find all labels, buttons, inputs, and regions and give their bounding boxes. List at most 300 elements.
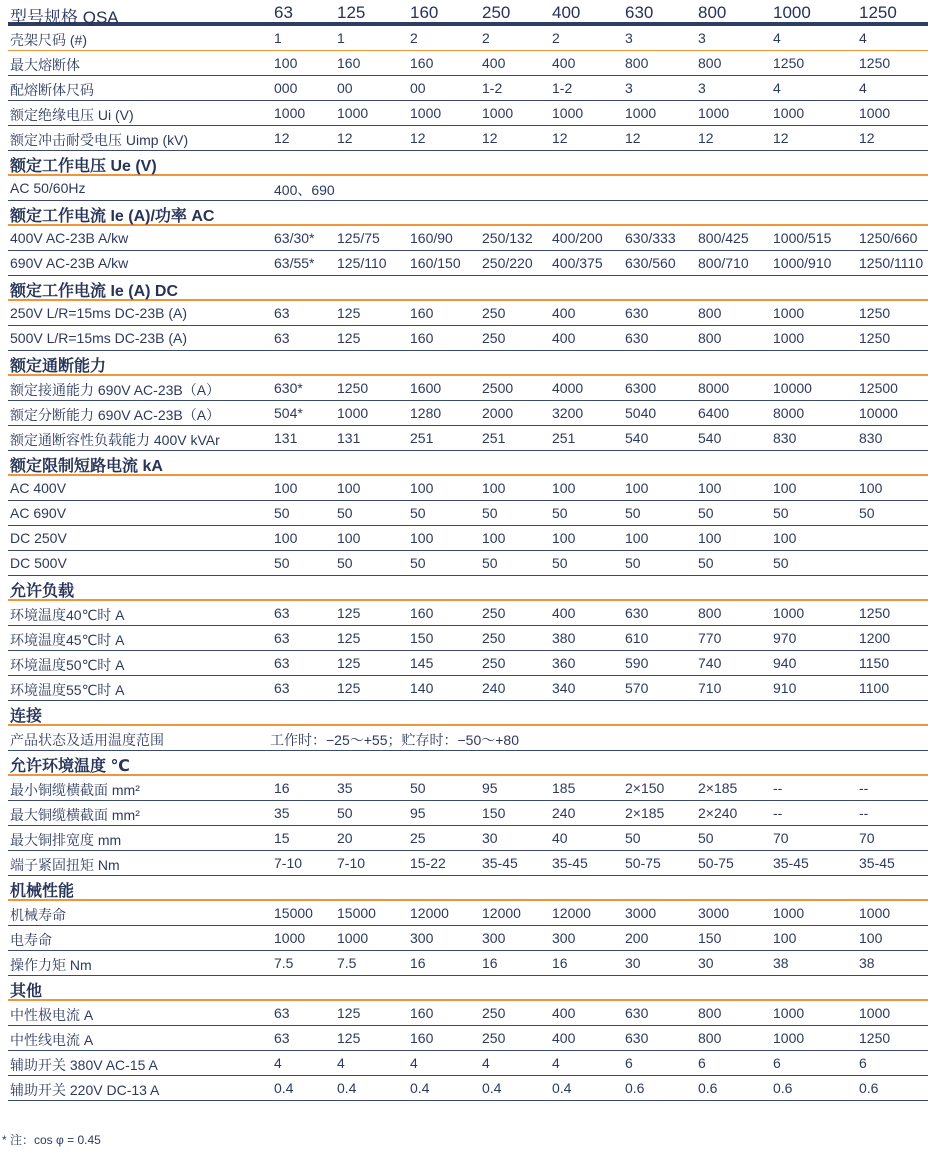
table-cell: 4 [482,1055,490,1071]
table-cell: 630 [625,330,649,346]
table-cell: 250 [482,605,506,621]
table-cell: 50 [625,505,641,521]
table-cell: 50 [552,505,568,521]
row-label: 额定冲击耐受电压 Uimp (kV) [10,132,189,148]
table-cell: 1250 [859,55,891,71]
header-cell: 250 [482,3,511,22]
table-row [8,401,928,426]
table-cell: 630 [625,1030,649,1046]
table-cell: 125 [337,1005,361,1021]
table-cell: 0.4 [482,1080,502,1096]
table-cell: 63 [274,305,290,321]
header-cell: 125 [337,3,366,22]
table-cell: 100 [337,480,361,496]
table-cell: 20 [337,830,353,846]
table-cell: 150 [410,630,434,646]
table-cell: 0.6 [859,1080,879,1096]
table-cell: 35-45 [773,855,809,871]
row-label: 环境温度40℃时 A [10,607,125,623]
table-cell: 50 [698,830,714,846]
table-cell: 800 [698,605,722,621]
table-cell: 35-45 [482,855,518,871]
footnote: * 注：cos φ = 0.45 [2,1133,101,1147]
header-cell: 400 [552,3,581,22]
table-cell: 16 [482,955,498,971]
table-cell: 63 [274,330,290,346]
header-cell: 800 [698,3,727,22]
table-cell: 16 [274,780,290,796]
table-cell: 630/560 [625,255,676,271]
table-cell: 400 [552,305,576,321]
table-cell: 160 [337,55,361,71]
table-cell: 12000 [552,905,591,921]
table-cell: 0.4 [410,1080,430,1096]
table-cell: 160 [410,605,434,621]
table-cell: 830 [859,430,883,446]
table-cell: 35-45 [859,855,895,871]
table-cell: 3 [698,30,706,46]
row-label: 辅助开关 380V AC-15 A [10,1057,158,1073]
table-cell: 100 [410,530,434,546]
table-cell: 540 [625,430,649,446]
table-cell: 12 [625,130,641,146]
table-cell: -- [859,805,869,821]
table-cell: 1150 [859,655,890,671]
table-cell: 380 [552,630,576,646]
table-cell: 63/55* [274,255,315,271]
table-cell: 3000 [698,905,730,921]
table-cell: 740 [698,655,722,671]
table-row [8,426,928,451]
table-row [8,1026,928,1051]
table-cell: 800 [698,1005,722,1021]
table-cell: 1000 [773,1030,805,1046]
table-cell: 1000 [859,105,891,121]
table-cell: 63/30* [274,230,315,246]
table-cell: 2000 [482,405,514,421]
table-cell: 6 [625,1055,633,1071]
table-cell: 830 [773,430,797,446]
table-cell: 140 [410,680,434,696]
table-cell: 12000 [482,905,521,921]
table-cell: 100 [482,480,506,496]
table-row [8,551,928,576]
table-cell: 4 [552,1055,560,1071]
table-cell: 2500 [482,380,514,396]
header-cell: 630 [625,3,654,22]
row-label: 最大熔断体 [10,57,80,73]
table-cell: 15-22 [410,855,446,871]
table-cell: 2 [552,30,560,46]
header-cell: 63 [274,3,293,22]
table-cell: 800/710 [698,255,749,271]
table-cell: 1000 [337,105,369,121]
table-cell: 10000 [773,380,812,396]
table-cell: 300 [482,930,506,946]
table-row [8,601,928,626]
table-cell: 3 [698,80,706,96]
table-cell: 12 [410,130,426,146]
table-cell: 125 [337,605,361,621]
table-cell: -- [859,780,869,796]
table-cell: 35-45 [552,855,588,871]
table-cell: 1000 [859,1005,891,1021]
table-cell: 12 [698,130,714,146]
table-cell: 630* [274,380,303,396]
table-cell: 1000 [337,405,369,421]
table-cell: 100 [625,480,649,496]
table-cell: 63 [274,655,290,671]
table-cell: 100 [274,55,298,71]
table-cell: 300 [552,930,576,946]
section-title: 额定工作电流 Ie (A)/功率 AC [10,208,215,225]
row-label: 500V L/R=15ms DC-23B (A) [10,330,188,346]
table-row [8,101,928,126]
table-cell: 63 [274,605,290,621]
table-row [8,1001,928,1026]
table-cell: 35 [274,805,290,821]
table-cell: 50 [337,805,353,821]
table-cell: 251 [552,430,576,446]
table-cell: 504* [274,405,303,421]
table-cell: 125 [337,655,361,671]
table-row [8,251,928,276]
table-row [8,476,928,501]
table-cell: 610 [625,630,649,646]
section-header-row [8,276,928,301]
table-cell: 4 [274,1055,282,1071]
table-cell: 800 [698,1030,722,1046]
section-title: 机械性能 [10,883,75,900]
table-cell: 770 [698,630,722,646]
table-cell: 100 [773,480,797,496]
row-label: 最大铜缆横截面 mm² [10,807,140,823]
table-cell: 1000 [625,105,657,121]
table-cell: 1250 [859,330,891,346]
table-cell: 185 [552,780,576,796]
section-title: 连接 [10,708,43,725]
table-cell: 50 [625,830,641,846]
row-label: 配熔断体尺码 [10,82,94,98]
table-cell: 100 [859,930,883,946]
table-cell: 800 [625,55,649,71]
table-cell: 800 [698,330,722,346]
table-cell: 100 [698,480,722,496]
table-cell: 1250/660 [859,230,918,246]
table-cell: 12 [337,130,353,146]
table-cell: 300 [410,930,434,946]
row-label: AC 50/60Hz [10,180,86,196]
table-cell: 1250 [337,380,369,396]
table-cell: 400 [552,330,576,346]
table-cell: 400 [552,55,576,71]
table-cell: 1250/1110 [859,255,924,271]
table-cell: 131 [274,430,298,446]
table-cell: 2 [482,30,490,46]
table-cell: 2×150 [625,780,665,796]
table-cell: 630 [625,305,649,321]
table-cell: 125 [337,305,361,321]
table-cell: 1-2 [552,80,573,96]
row-label: 最小铜缆横截面 mm² [10,782,140,798]
table-cell: 7-10 [337,855,366,871]
table-row [8,526,928,551]
table-cell: 100 [274,480,298,496]
table-cell: 0.4 [337,1080,357,1096]
table-cell: 100 [410,480,434,496]
table-row [8,1076,928,1101]
table-cell: 1000 [773,905,805,921]
table-row [8,1051,928,1076]
table-cell: 400 [552,1030,576,1046]
table-row [8,726,928,751]
table-cell: 1000 [773,605,805,621]
table-row [8,501,928,526]
table-row [8,826,928,851]
section-header-row [8,451,928,476]
table-cell: 131 [337,430,361,446]
table-cell: 1000 [698,105,730,121]
row-label: 电寿命 [10,932,52,948]
table-cell: 7.5 [274,955,294,971]
table-cell: 125 [337,1030,361,1046]
table-cell: 0.6 [773,1080,793,1096]
table-cell: 0.6 [698,1080,718,1096]
table-cell: 250 [482,330,506,346]
table-cell: 160 [410,330,434,346]
table-cell: 30 [698,955,714,971]
table-header-row [8,0,928,26]
table-cell: 100 [337,530,361,546]
table-row [8,326,928,351]
table-cell: 1000 [773,330,805,346]
table-cell: 1 [274,30,282,46]
table-cell: 800 [698,305,722,321]
table-cell: 1250 [773,55,805,71]
section-title: 额定通断能力 [10,358,107,375]
table-cell: 10000 [859,405,898,421]
table-cell: 50 [482,555,498,571]
table-cell: 4000 [552,380,584,396]
table-cell: 15 [274,830,290,846]
table-cell: 50 [274,505,290,521]
section-title: 允许环境温度 ℃ [10,758,130,775]
table-cell: 6 [698,1055,706,1071]
row-label: 环境温度50℃时 A [10,657,125,673]
section-title: 允许负载 [10,583,75,600]
row-label: DC 250V [10,530,67,546]
table-cell: 50 [337,505,353,521]
table-cell: 1000 [410,105,442,121]
table-cell: 400/200 [552,230,603,246]
table-row [8,801,928,826]
table-cell: 12 [482,130,498,146]
row-label: 操作力矩 Nm [10,957,92,973]
table-cell: 63 [274,1030,290,1046]
table-cell: 125 [337,330,361,346]
row-label: 辅助开关 220V DC-13 A [10,1082,160,1098]
section-header-row [8,201,928,226]
table-cell: 1200 [859,630,891,646]
table-cell: 160 [410,1030,434,1046]
table-cell: 4 [859,30,867,46]
table-row [8,626,928,651]
table-cell: 6 [859,1055,867,1071]
table-cell: 15000 [274,905,313,921]
row-label: DC 500V [10,555,67,571]
table-cell: 16 [410,955,426,971]
table-cell: 400 [552,605,576,621]
table-cell: 3 [625,80,633,96]
section-title: 额定工作电流 Ie (A) DC [10,283,179,300]
table-row [8,226,928,251]
table-cell: 200 [625,930,649,946]
table-row [8,176,928,201]
table-cell: 910 [773,680,797,696]
table-cell: 251 [482,430,506,446]
table-cell: 50 [410,780,426,796]
table-cell: 360 [552,655,576,671]
table-cell: 0.4 [552,1080,572,1096]
table-cell: 160 [410,305,434,321]
table-cell: 2×240 [698,805,738,821]
table-cell: 50 [410,505,426,521]
table-cell: 0.4 [274,1080,294,1096]
table-cell: 4 [410,1055,418,1071]
table-cell: 70 [773,830,789,846]
table-cell: 2×185 [698,780,738,796]
table-cell: 1000 [482,105,514,121]
table-cell: 95 [482,780,498,796]
table-row [8,651,928,676]
table-cell: 150 [698,930,722,946]
table-cell: 63 [274,630,290,646]
table-cell: 570 [625,680,649,696]
row-label: 环境温度45℃时 A [10,632,125,648]
section-header-row [8,876,928,901]
table-row [8,301,928,326]
table-cell: 7.5 [337,955,357,971]
table-cell: -- [773,780,783,796]
row-label: AC 400V [10,480,67,496]
table-row [8,951,928,976]
table-row [8,851,928,876]
table-cell: 100 [773,530,797,546]
row-label: 额定绝缘电压 Ui (V) [10,107,134,123]
row-label: 额定接通能力 690V AC-23B（A） [10,382,221,398]
table-cell: 50 [552,555,568,571]
table-row [8,76,928,101]
table-cell: 2×185 [625,805,665,821]
table-cell-wide: 400、690 [274,182,335,198]
row-label: 690V AC-23B A/kw [10,255,129,271]
table-cell: 970 [773,630,797,646]
table-cell-wide: 工作时：−25～+55；贮存时：−50～+80 [270,732,519,748]
row-label: 环境温度55℃时 A [10,682,125,698]
table-cell: 12500 [859,380,898,396]
table-cell: 710 [698,680,722,696]
table-cell: 2 [410,30,418,46]
table-cell: 12 [552,130,568,146]
table-cell: 251 [410,430,434,446]
section-title: 额定工作电压 Ue (V) [10,158,157,175]
table-cell: 50 [773,505,789,521]
table-cell: 12 [274,130,290,146]
table-cell: 3 [625,30,633,46]
table-row [8,126,928,151]
table-cell: 5040 [625,405,657,421]
table-cell: 8000 [773,405,805,421]
table-cell: 1000/515 [773,230,832,246]
table-cell: 8000 [698,380,730,396]
table-cell: 100 [698,530,722,546]
table-cell: 1000 [274,930,306,946]
row-label: 机械寿命 [10,907,66,923]
table-cell: 63 [274,680,290,696]
table-cell: 1000 [859,905,891,921]
table-cell: 1600 [410,380,442,396]
header-cell: 160 [410,3,439,22]
table-cell: 1250 [859,605,891,621]
table-cell: 6300 [625,380,657,396]
table-cell: 125 [337,630,361,646]
table-cell: 50 [410,555,426,571]
table-cell: 7-10 [274,855,303,871]
table-cell: 160/150 [410,255,461,271]
section-header-row [8,576,928,601]
table-cell: 50 [773,555,789,571]
row-label: 壳架尺码 (#) [10,32,87,48]
row-label: 额定分断能力 690V AC-23B（A） [10,407,221,423]
table-cell: 16 [552,955,568,971]
table-row [8,26,928,51]
table-cell: 1 [337,30,345,46]
table-cell: 100 [552,530,576,546]
table-cell: 800 [698,55,722,71]
table-cell: 50-75 [698,855,734,871]
table-cell: 12 [773,130,789,146]
table-cell: 100 [625,530,649,546]
section-header-row [8,751,928,776]
table-cell: -- [773,805,783,821]
table-cell: 240 [482,680,506,696]
table-cell: 250 [482,1030,506,1046]
header-label: 型号规格 QSA [10,8,119,27]
table-cell: 630 [625,605,649,621]
section-title: 额定限制短路电流 kA [10,458,163,475]
table-cell: 50 [698,555,714,571]
table-cell: 12000 [410,905,449,921]
table-cell: 125/110 [337,255,387,271]
table-cell: 4 [773,30,781,46]
table-cell: 250/132 [482,230,533,246]
table-cell: 800/425 [698,230,749,246]
table-row [8,926,928,951]
table-cell: 145 [410,655,434,671]
section-header-row [8,701,928,726]
table-cell: 240 [552,805,576,821]
table-cell: 1000 [274,105,306,121]
table-row [8,901,928,926]
row-label: 250V L/R=15ms DC-23B (A) [10,305,188,321]
table-cell: 50 [698,505,714,521]
table-cell: 100 [773,930,797,946]
table-cell: 50 [482,505,498,521]
header-cell: 1000 [773,3,811,22]
table-cell: 50-75 [625,855,661,871]
table-cell: 1250 [859,305,891,321]
table-cell: 1250 [859,1030,891,1046]
